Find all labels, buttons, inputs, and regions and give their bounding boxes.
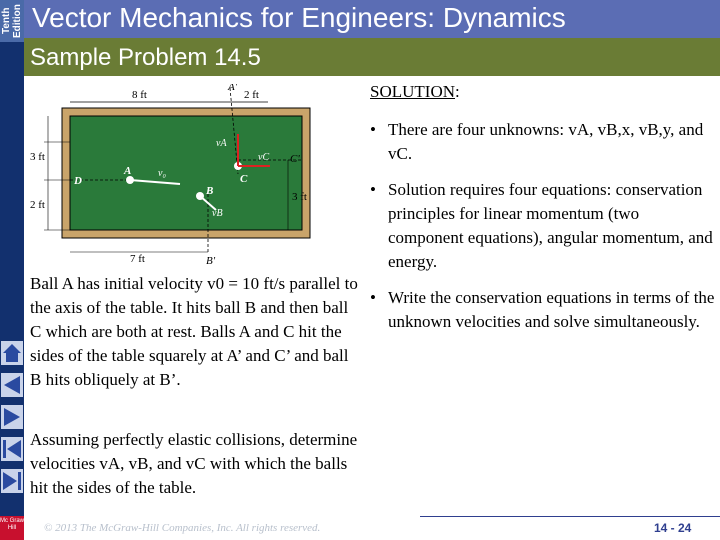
- bullet-text: There are four unknowns: vA, vB,x, vB,y, and vC.: [388, 120, 704, 163]
- label-c: C: [240, 173, 248, 185]
- label-vb: vB: [212, 208, 223, 219]
- label-d: D: [74, 175, 82, 187]
- billiard-table-figure: [30, 84, 320, 266]
- copyright-notice: © 2013 The McGraw-Hill Companies, Inc. All rights reserved.: [44, 522, 321, 534]
- list-item: [370, 286, 715, 334]
- dim-top-right: 2 ft: [244, 89, 259, 101]
- label-a-prime: A': [228, 84, 238, 93]
- label-va: vA: [216, 138, 227, 149]
- dim-right: 3 ft: [292, 191, 307, 203]
- solution-heading-text: SOLUTION: [370, 82, 455, 101]
- footer-divider: [420, 516, 720, 517]
- solution-heading: [370, 82, 460, 102]
- home-icon[interactable]: [0, 340, 24, 366]
- label-c-prime: C': [290, 153, 300, 165]
- back-icon[interactable]: [0, 372, 24, 398]
- bullet-icon: •: [370, 288, 376, 307]
- problem-statement: Ball A has initial velocity v0 = 10 ft/s parallel to the axis of the table. It hits ball B and then ball C which are both at rest. Balls A and C hit the sides of the table squarely at A’ and C’ and ball B hits obliquely at B’.: [30, 274, 358, 389]
- page-title: Vector Mechanics for Engineers: Dynamics: [32, 2, 566, 33]
- edition-label: Tenth Edition: [0, 0, 24, 42]
- bullet-text: Write the conservation equations in terms of the unknown velocities and solve simultaneously.: [388, 288, 715, 331]
- label-v0: v₀: [158, 168, 166, 179]
- last-slide-icon[interactable]: [0, 468, 24, 494]
- list-item: [370, 118, 715, 166]
- solution-bullets: [370, 118, 715, 346]
- subtitle-bar: [24, 38, 720, 76]
- page-number: 14 - 24: [654, 521, 692, 535]
- bullet-icon: •: [370, 120, 376, 139]
- forward-icon[interactable]: [0, 404, 24, 430]
- bullet-text: Solution requires four equations: conservation principles for linear momentum (two component equations), angular momentum, and energy.: [388, 180, 713, 271]
- label-b: B: [206, 185, 214, 197]
- first-slide-icon[interactable]: [0, 436, 24, 462]
- title-bar: [24, 0, 720, 38]
- bullet-icon: •: [370, 180, 376, 199]
- dim-left-top: 3 ft: [30, 151, 45, 163]
- publisher-logo: Mc Graw Hill: [0, 516, 24, 540]
- dim-top: 8 ft: [132, 89, 147, 101]
- slide-subtitle: Sample Problem 14.5: [30, 44, 261, 71]
- solution-heading-colon: :: [455, 82, 460, 101]
- problem-question: Assuming perfectly elastic collisions, determine velocities vA, vB, and vC with which the balls hit the sides of the table.: [30, 430, 358, 497]
- label-a: A: [124, 165, 132, 177]
- dim-left-bottom: 2 ft: [30, 199, 45, 211]
- dim-bottom: 7 ft: [130, 253, 145, 265]
- label-b-prime: B': [206, 255, 216, 266]
- list-item: [370, 178, 715, 274]
- label-vc: vC: [258, 152, 270, 163]
